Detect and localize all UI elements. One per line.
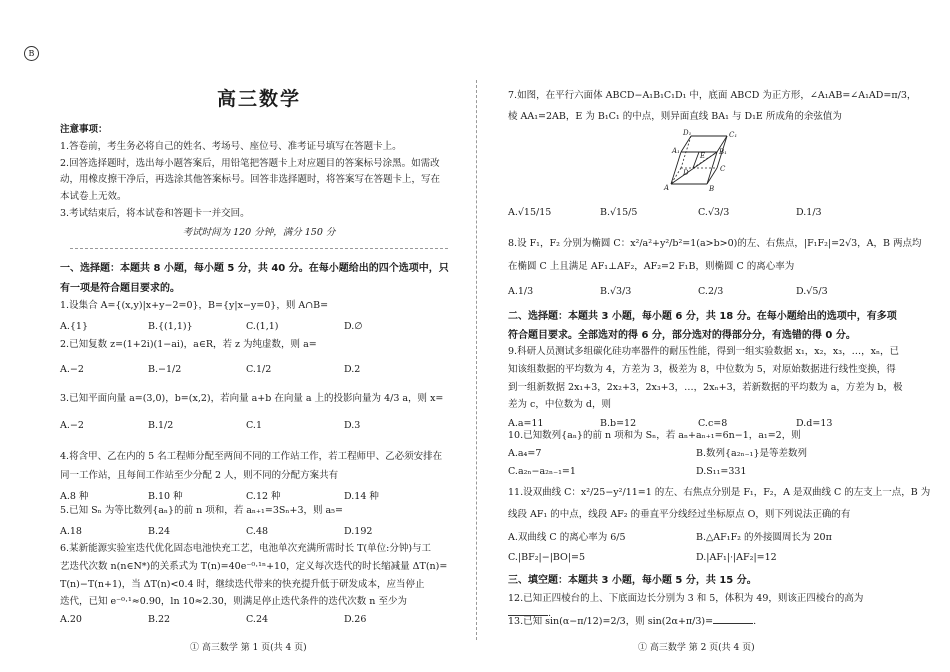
options-row xyxy=(60,364,458,377)
notice-block xyxy=(60,124,458,240)
question-10 xyxy=(508,430,900,478)
option: D.192 xyxy=(344,525,373,537)
vertex-label: A xyxy=(664,184,670,192)
option: B.△AF₁F₂ 的外接圆周长为 20π xyxy=(696,531,832,543)
option: D.∅ xyxy=(344,320,363,332)
vertex-label: B xyxy=(709,185,715,192)
options-row xyxy=(60,526,458,539)
question-stem: 知该组数据的平均数为 4，方差为 3，极差为 8，中位数为 5，对原始数据进行线性变换，得 xyxy=(508,363,896,375)
question-stem: 在椭圆 C 上且满足 AF₁⊥AF₂，AF₂=2 F₁B，则椭圆 C 的离心率为 xyxy=(508,260,795,272)
question-stem: 4.将含甲、乙在内的 5 名工程师分配至两间不同的工作站工作，若工程师甲、乙必须安排在 xyxy=(60,451,443,462)
question-7 xyxy=(508,90,917,124)
section-3-line: 三、填空题：本题共 3 小题，每小题 5 分，共 15 分。 xyxy=(508,575,757,586)
question-stem: 7.如图，在平行六面体 ABCD−A₁B₁C₁D₁ 中，底面 ABCD 为正方形，∠A₁AB=∠A₁AD=π/3， xyxy=(508,90,917,101)
option: A.1/3 xyxy=(508,285,534,297)
question-stem: 8.设 F₁，F₂ 分别为椭圆 C：x²/a²+y²/b²=1(a>b>0)的左、右焦点，|F₁F₂|=2√3，A，B 两点均 xyxy=(508,238,922,249)
column-divider xyxy=(476,80,477,640)
section-1-heading xyxy=(60,262,458,295)
option: B.√3/3 xyxy=(600,285,632,297)
option: C.24 xyxy=(246,614,269,626)
option: C.a₂ₙ−a₂ₙ₋₁=1 xyxy=(508,465,576,477)
notice-heading: 注意事项： xyxy=(60,124,108,135)
section-1-line: 一、选择题：本题共 8 小题，每小题 5 分，共 40 分。在每小题给出的四个选项中，只 xyxy=(60,263,449,274)
page-mark: B xyxy=(24,46,39,61)
options-row xyxy=(508,448,900,461)
notice-item: 动，用橡皮擦干净后，再选涂其他答案标号。回答非选择题时，将答案写在答题卡上，写在 xyxy=(60,174,441,186)
question-6 xyxy=(60,543,458,627)
question-3 xyxy=(60,393,458,433)
question-stem: 差为 c，中位数为 d，则 xyxy=(508,399,611,411)
question-7-options xyxy=(508,207,900,220)
vertex-label: D₁ xyxy=(683,129,692,137)
question-5 xyxy=(60,505,458,539)
option: C.12 种 xyxy=(246,490,281,502)
options-row xyxy=(60,614,458,627)
option: B.{(1,1)} xyxy=(148,320,193,332)
option: A.a=11 xyxy=(508,418,544,430)
notice-item: 2.回答选择题时，选出每小题答案后，用铅笔把答题卡上对应题目的答案标号涂黑。如需改 xyxy=(60,157,440,169)
option: A.√15/15 xyxy=(508,207,552,218)
question-stem: 6.某新能源实验室迭代优化固态电池快充工艺，电池单次充满所需时长 T(单位:分钟)与工 xyxy=(60,543,432,554)
options-row xyxy=(508,532,900,545)
option: B.1/2 xyxy=(148,419,174,431)
question-1 xyxy=(60,300,458,334)
option: D.26 xyxy=(344,614,367,626)
question-13: 13.已知 sin(α−π/12)=2/3，则 sin(2α+π/3)= . xyxy=(508,616,757,627)
option: B.24 xyxy=(148,525,171,537)
vertex-label: E xyxy=(700,152,706,160)
question-stem: 12.已知正四棱台的上、下底面边长分别为 3 和 5，体积为 49，则该正四棱台的高为 xyxy=(508,593,864,604)
vertex-label: D xyxy=(683,169,689,177)
options-row xyxy=(60,491,458,504)
option: A.双曲线 C 的离心率为 6/5 xyxy=(508,531,626,543)
section-2-line: 符合题目要求。全部选对的得 6 分，部分选对的得部分分，有选错的得 0 分。 xyxy=(508,329,856,341)
question-stem: 线段 AF₁ 的中点，线段 AF₂ 的垂直平分线经过坐标原点 O，则下列说法正确的有 xyxy=(508,508,851,520)
option: C.(1,1) xyxy=(246,320,279,332)
options-row xyxy=(508,207,900,220)
option: C.1/2 xyxy=(246,363,272,375)
option: C.|BF₂|−|BO|=5 xyxy=(508,552,586,564)
section-1-line: 有一项是符合题目要求的。 xyxy=(60,282,180,294)
parallelepiped-figure xyxy=(663,128,745,192)
option: A.a₄=7 xyxy=(508,447,542,459)
vertex-label: A₁ xyxy=(672,147,680,155)
notice-item: 3.考试结束后，将本试卷和答题卡一并交回。 xyxy=(60,208,250,220)
option: C.1 xyxy=(246,419,262,431)
option: A.20 xyxy=(60,614,82,626)
question-stem: 13.已知 sin(α−π/12)=2/3，则 sin(2α+π/3)= xyxy=(508,616,714,627)
question-8 xyxy=(508,238,922,298)
exam-title: 高三数学 xyxy=(216,88,301,110)
question-stem: 11.设双曲线 C：x²/25−y²/11=1 的左、右焦点分别是 F₁，F₂，A 是双曲线 C 的左支上一点，B 为 xyxy=(508,487,931,498)
option: B.−1/2 xyxy=(148,363,182,375)
section-2-line: 二、选择题：本题共 3 小题，每小题 6 分，共 18 分。在每小题给出的选项中，有多项 xyxy=(508,311,897,322)
option: D.√5/3 xyxy=(796,285,828,297)
question-stem: 同一工作站，且每间工作站至少分配 2 人，则不同的分配方案共有 xyxy=(60,469,339,481)
option: D.S₁₁=331 xyxy=(696,465,747,477)
option: B.√15/5 xyxy=(600,207,638,218)
dashed-separator xyxy=(70,248,448,249)
option: B.数列{a₂ₙ₋₁}是等差数列 xyxy=(696,447,807,459)
question-9 xyxy=(508,346,903,431)
notice-item: 1.答卷前，考生务必将自己的姓名、考场号、座位号、准考证号填写在答题卡上。 xyxy=(60,140,402,152)
option: A.18 xyxy=(60,525,82,537)
question-stem: T(n)−T(n+1)，当 ΔT(n)<0.4 时，继续迭代带来的快充提升低于研发成本，应当停止 xyxy=(60,578,425,590)
option: D.3 xyxy=(344,419,361,431)
question-stem: 迭代，已知 e⁻⁰·¹≈0.90，ln 10≈2.30，则满足停止迭代条件的迭代次数 n 至少为 xyxy=(60,596,407,608)
section-3-heading xyxy=(508,574,900,588)
option: C.48 xyxy=(246,525,269,537)
section-2-heading xyxy=(508,310,900,342)
question-2 xyxy=(60,339,458,377)
question-stem: 3.已知平面向量 a=(3,0)，b=(x,2)，若向量 a+b 在向量 a 上的投影向量为 4/3 a，则 x= xyxy=(60,393,444,404)
option: B.10 种 xyxy=(148,490,183,502)
option: A.{1} xyxy=(60,320,89,332)
option: D.1/3 xyxy=(796,207,822,218)
option: C.c=8 xyxy=(698,418,728,430)
option: A.−2 xyxy=(60,419,84,431)
option: B.22 xyxy=(148,614,171,626)
question-11 xyxy=(508,487,931,565)
question-stem: 5.已知 Sₙ 为等比数列{aₙ}的前 n 项和，若 aₙ₊₁=3Sₙ+3，则 a₅= xyxy=(60,505,343,516)
footer-left: ① 高三数学 第 1 页(共 4 页) xyxy=(190,643,307,653)
option: D.d=13 xyxy=(796,418,833,430)
options-row xyxy=(508,466,900,479)
question-stem: 艺迭代次数 n(n∈N*)的关系式为 T(n)=40e⁻⁰·¹ⁿ+10，定义每次迭代的时长缩减量 ΔT(n)= xyxy=(60,560,448,572)
footer-right: ① 高三数学 第 2 页(共 4 页) xyxy=(638,643,755,653)
exam-time: 考试时间为 120 分钟，满分 150 分 xyxy=(182,226,336,238)
options-row xyxy=(508,286,900,299)
option: A.−2 xyxy=(60,363,84,375)
options-row xyxy=(60,321,458,334)
question-12: 12.已知正四棱台的上、下底面边长分别为 3 和 5，体积为 49，则该正四棱台的高为. xyxy=(508,593,864,619)
question-stem: 2.已知复数 z=(1+2i)(1−ai)，a∈R，若 z 为纯虚数，则 a= xyxy=(60,339,317,350)
option: C.√3/3 xyxy=(698,207,730,218)
option: D.14 种 xyxy=(344,490,379,502)
notice-item: 本试卷上无效。 xyxy=(60,191,127,203)
vertex-label: C₁ xyxy=(729,131,738,139)
vertex-label: C xyxy=(720,165,726,173)
options-row xyxy=(60,420,458,433)
question-4 xyxy=(60,451,458,503)
question-stem: 10.已知数列{aₙ}的前 n 项和为 Sₙ，若 aₙ+aₙ₊₁=6n−1，a₁=2，则 xyxy=(508,430,801,441)
question-stem: 9.科研人员测试多组碳化硅功率器件的耐压性能，得到一组实验数据 x₁，x₂，x₃，…，xₙ，已 xyxy=(508,346,900,357)
option: B.b=12 xyxy=(600,418,637,430)
option: D.|AF₁|·|AF₂|=12 xyxy=(696,552,777,564)
question-stem: 到一组新数据 2x₁+3，2x₂+3，2x₃+3，…，2xₙ+3，若新数据的平均数为 a，方差为 b，极 xyxy=(508,381,903,393)
question-stem: 棱 AA₁=2AB，E 为 B₁C₁ 的中点，则异面直线 BA₁ 与 D₁E 所成角的余弦值为 xyxy=(508,110,842,122)
vertex-label: B₁ xyxy=(719,148,727,156)
answer-blank xyxy=(713,614,753,624)
option: A.8 种 xyxy=(60,490,89,502)
question-stem: 1.设集合 A={(x,y)|x+y−2=0}，B={y|x−y=0}，则 A∩B= xyxy=(60,300,329,311)
option: D.2 xyxy=(344,363,361,375)
options-row xyxy=(508,552,900,565)
option: C.2/3 xyxy=(698,285,724,297)
